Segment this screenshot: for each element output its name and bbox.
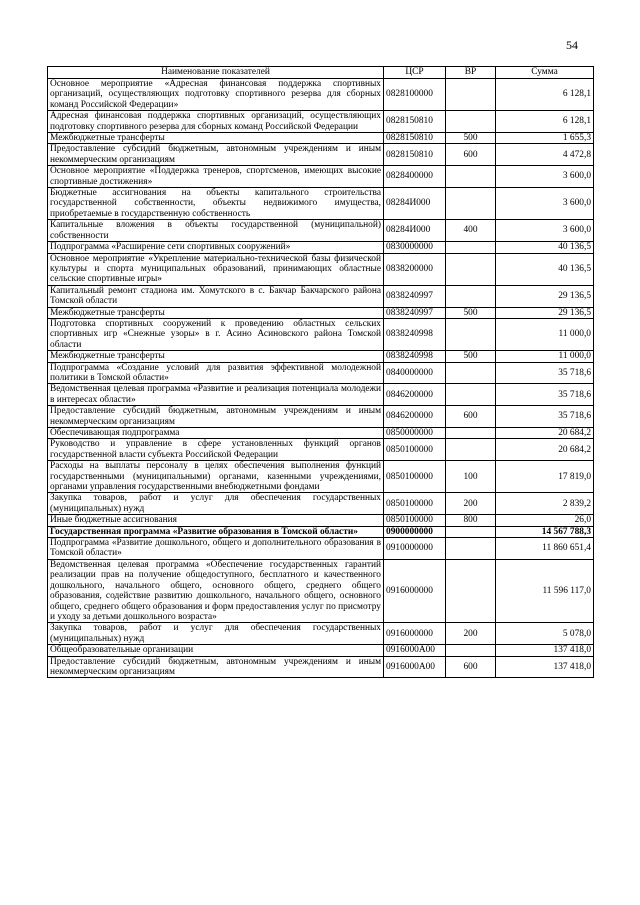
row-sum-cell: 3 600,0 xyxy=(496,188,594,220)
row-vr-cell: 600 xyxy=(446,144,496,166)
row-name-cell: Подпрограмма «Создание условий для развития эффективной молодежной политики в Томской области» xyxy=(48,362,384,384)
column-header-sum: Сумма xyxy=(496,67,594,79)
row-sum-cell: 29 136,5 xyxy=(496,307,594,318)
row-vr-cell xyxy=(446,538,496,560)
row-sum-cell: 2 839,2 xyxy=(496,493,594,515)
row-vr-cell: 200 xyxy=(446,623,496,645)
table-row xyxy=(48,253,594,285)
row-name-cell: Расходы на выплаты персоналу в целях обеспечения выполнения функций государственными (муниципальными) органами, казенными учреждениями, органами управления государственными внебюджетными фондами xyxy=(48,461,384,493)
row-name-cell: Капитальные вложения в объекты государственной (муниципальной) собственности xyxy=(48,220,384,242)
row-name-cell: Ведомственная целевая программа «Обеспечение государственных гарантий реализации прав на получение общедоступного, бесплатного и качественного дошкольного, начального общего, основного общего, среднего общего образования, содействие развитию дошкольного, начального общего, основного общего, среднего общего образования и форм предоставления услуг по присмотру и уходу за детьми дошкольного возраста» xyxy=(48,559,384,622)
table-row xyxy=(48,559,594,622)
row-name-cell: Обеспечивающая подпрограмма xyxy=(48,428,384,439)
row-name-cell: Основное мероприятие «Укрепление материально-технической базы физической культуры и спорта муниципальных образований, принимающих областные сельские спортивные игры» xyxy=(48,253,384,285)
row-vr-cell xyxy=(446,166,496,188)
row-vr-cell: 500 xyxy=(446,351,496,362)
row-name-cell: Ведомственная целевая программа «Развитие и реализация потенциала молодежи в интересах области» xyxy=(48,384,384,406)
row-code-cell: 0916000А00 xyxy=(384,656,446,678)
row-code-cell: 0846200000 xyxy=(384,406,446,428)
row-name-cell: Иные бюджетные ассигнования xyxy=(48,515,384,526)
row-sum-cell: 6 128,1 xyxy=(496,111,594,133)
row-code-cell: 0838240997 xyxy=(384,307,446,318)
row-sum-cell: 137 418,0 xyxy=(496,656,594,678)
table-row xyxy=(48,623,594,645)
table-row xyxy=(48,645,594,656)
table-row xyxy=(48,439,594,461)
table-row xyxy=(48,111,594,133)
row-vr-cell xyxy=(446,428,496,439)
row-code-cell: 0850000000 xyxy=(384,428,446,439)
row-sum-cell: 3 600,0 xyxy=(496,166,594,188)
row-sum-cell: 137 418,0 xyxy=(496,645,594,656)
row-vr-cell: 400 xyxy=(446,220,496,242)
table-row xyxy=(48,285,594,307)
table-row xyxy=(48,656,594,678)
table-row xyxy=(48,79,594,111)
row-vr-cell: 500 xyxy=(446,133,496,144)
row-code-cell: 0900000000 xyxy=(384,526,446,537)
table-header-row xyxy=(48,67,594,79)
row-code-cell: 0850100000 xyxy=(384,515,446,526)
row-vr-cell xyxy=(446,439,496,461)
row-code-cell: 0916000А00 xyxy=(384,645,446,656)
row-name-cell: Общеобразовательные организации xyxy=(48,645,384,656)
row-code-cell: 0838200000 xyxy=(384,253,446,285)
table-row xyxy=(48,133,594,144)
table-row xyxy=(48,307,594,318)
table-row xyxy=(48,166,594,188)
row-vr-cell: 100 xyxy=(446,461,496,493)
row-code-cell: 0828150810 xyxy=(384,144,446,166)
row-sum-cell: 35 718,6 xyxy=(496,384,594,406)
row-sum-cell: 35 718,6 xyxy=(496,406,594,428)
row-sum-cell: 17 819,0 xyxy=(496,461,594,493)
row-code-cell: 08284И000 xyxy=(384,188,446,220)
row-vr-cell xyxy=(446,362,496,384)
row-code-cell: 0828100000 xyxy=(384,79,446,111)
row-code-cell: 0846200000 xyxy=(384,384,446,406)
row-vr-cell xyxy=(446,384,496,406)
row-name-cell: Предоставление субсидий бюджетным, автономным учреждениям и иным некоммерческим организациям xyxy=(48,656,384,678)
row-vr-cell xyxy=(446,111,496,133)
table-row xyxy=(48,428,594,439)
table-row xyxy=(48,242,594,253)
row-sum-cell: 4 472,8 xyxy=(496,144,594,166)
column-header-code: ЦСР xyxy=(384,67,446,79)
row-sum-cell: 35 718,6 xyxy=(496,362,594,384)
row-vr-cell xyxy=(446,559,496,622)
row-sum-cell: 11 000,0 xyxy=(496,351,594,362)
row-code-cell: 0838240997 xyxy=(384,285,446,307)
row-name-cell: Предоставление субсидий бюджетным, автономным учреждениям и иным некоммерческим организациям xyxy=(48,144,384,166)
row-sum-cell: 40 136,5 xyxy=(496,242,594,253)
row-name-cell: Подпрограмма «Развитие дошкольного, общего и дополнительного образования в Томской области» xyxy=(48,538,384,560)
row-name-cell: Закупка товаров, работ и услуг для обеспечения государственных (муниципальных) нужд xyxy=(48,493,384,515)
row-code-cell: 0838240998 xyxy=(384,351,446,362)
row-code-cell: 0850100000 xyxy=(384,493,446,515)
column-header-vr: ВР xyxy=(446,67,496,79)
table-row xyxy=(48,406,594,428)
table-row xyxy=(48,318,594,350)
row-sum-cell: 29 136,5 xyxy=(496,285,594,307)
row-sum-cell: 11 596 117,0 xyxy=(496,559,594,622)
row-vr-cell xyxy=(446,253,496,285)
row-name-cell: Подпрограмма «Расширение сети спортивных сооружений» xyxy=(48,242,384,253)
table-row xyxy=(48,351,594,362)
row-name-cell: Межбюджетные трансферты xyxy=(48,133,384,144)
row-name-cell: Основное мероприятие «Поддержка тренеров, спортсменов, имеющих высокие спортивные достижения» xyxy=(48,166,384,188)
row-code-cell: 0910000000 xyxy=(384,538,446,560)
row-sum-cell: 5 078,0 xyxy=(496,623,594,645)
column-header-name: Наименование показателей xyxy=(48,67,384,79)
row-vr-cell xyxy=(446,285,496,307)
row-vr-cell: 800 xyxy=(446,515,496,526)
row-sum-cell: 14 567 788,3 xyxy=(496,526,594,537)
row-name-cell: Капитальный ремонт стадиона им. Хомутского в с. Бакчар Бакчарского района Томской области xyxy=(48,285,384,307)
row-vr-cell xyxy=(446,188,496,220)
table-row xyxy=(48,515,594,526)
row-name-cell: Подготовка спортивных сооружений к проведению областных сельских спортивных игр «Снежные узоры» в г. Асино Асиновского района Томской области xyxy=(48,318,384,350)
row-name-cell: Адресная финансовая поддержка спортивных организаций, осуществляющих подготовку спортивного резерва для сборных команд Российской Федерации xyxy=(48,111,384,133)
row-vr-cell xyxy=(446,526,496,537)
row-sum-cell: 3 600,0 xyxy=(496,220,594,242)
row-vr-cell xyxy=(446,79,496,111)
row-sum-cell: 11 860 651,4 xyxy=(496,538,594,560)
page-number: 54 xyxy=(566,38,578,52)
row-code-cell: 0840000000 xyxy=(384,362,446,384)
row-sum-cell: 6 128,1 xyxy=(496,79,594,111)
row-code-cell: 0830000000 xyxy=(384,242,446,253)
row-vr-cell xyxy=(446,645,496,656)
table-row xyxy=(48,493,594,515)
row-name-cell: Предоставление субсидий бюджетным, автономным учреждениям и иным некоммерческим организациям xyxy=(48,406,384,428)
row-code-cell: 0828150810 xyxy=(384,111,446,133)
table-row xyxy=(48,461,594,493)
table-row xyxy=(48,384,594,406)
row-name-cell: Руководство и управление в сфере установленных функций органов государственной власти субъекта Российской Федерации xyxy=(48,439,384,461)
table-row xyxy=(48,526,594,537)
budget-table xyxy=(47,66,594,678)
row-code-cell: 0828400000 xyxy=(384,166,446,188)
row-vr-cell: 200 xyxy=(446,493,496,515)
row-code-cell: 0916000000 xyxy=(384,559,446,622)
row-sum-cell: 26,0 xyxy=(496,515,594,526)
row-name-cell: Межбюджетные трансферты xyxy=(48,351,384,362)
row-vr-cell: 600 xyxy=(446,656,496,678)
row-sum-cell: 11 000,0 xyxy=(496,318,594,350)
table-body xyxy=(48,79,594,678)
row-name-cell: Бюджетные ассигнования на объекты капитального строительства государственной собственности, объекты недвижимого имущества, приобретаемые в государственную собственность xyxy=(48,188,384,220)
row-vr-cell xyxy=(446,242,496,253)
row-sum-cell: 1 655,3 xyxy=(496,133,594,144)
row-name-cell: Закупка товаров, работ и услуг для обеспечения государственных (муниципальных) нужд xyxy=(48,623,384,645)
table-row xyxy=(48,220,594,242)
table-row xyxy=(48,538,594,560)
row-vr-cell xyxy=(446,318,496,350)
row-code-cell: 0916000000 xyxy=(384,623,446,645)
row-name-cell: Государственная программа «Развитие образования в Томской области» xyxy=(48,526,384,537)
row-name-cell: Основное мероприятие «Адресная финансовая поддержка спортивных организаций, осуществляющих подготовку спортивного резерва для сборных команд Российской Федерации» xyxy=(48,79,384,111)
row-code-cell: 0850100000 xyxy=(384,461,446,493)
row-vr-cell: 600 xyxy=(446,406,496,428)
table-row xyxy=(48,144,594,166)
row-sum-cell: 20 684,2 xyxy=(496,439,594,461)
row-code-cell: 0828150810 xyxy=(384,133,446,144)
row-vr-cell: 500 xyxy=(446,307,496,318)
row-sum-cell: 40 136,5 xyxy=(496,253,594,285)
row-name-cell: Межбюджетные трансферты xyxy=(48,307,384,318)
row-code-cell: 08284И000 xyxy=(384,220,446,242)
row-code-cell: 0850100000 xyxy=(384,439,446,461)
row-sum-cell: 20 684,2 xyxy=(496,428,594,439)
table-row xyxy=(48,188,594,220)
row-code-cell: 0838240998 xyxy=(384,318,446,350)
table-row xyxy=(48,362,594,384)
